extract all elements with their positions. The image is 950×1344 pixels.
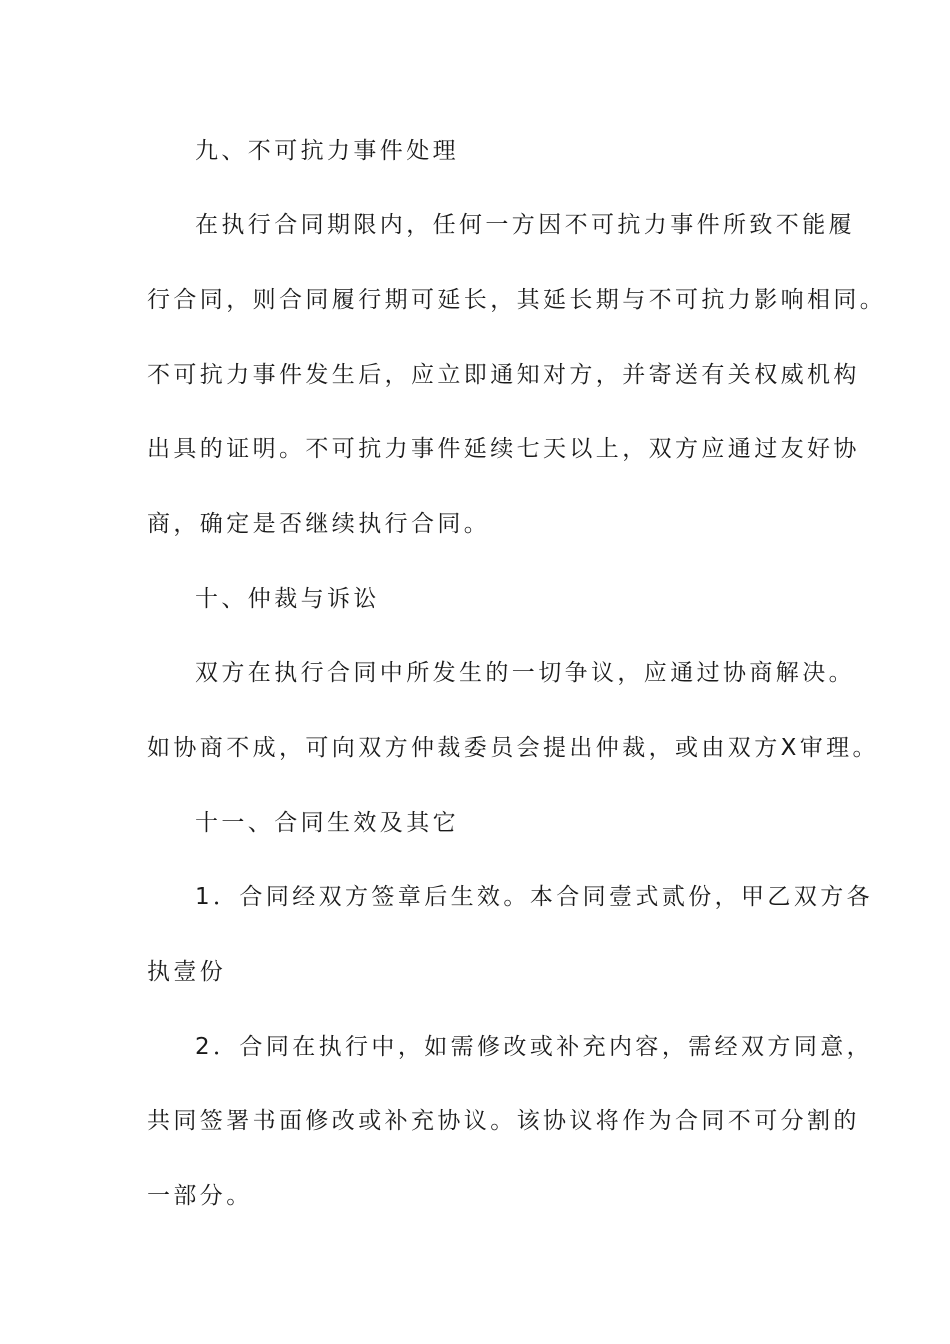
paragraph-line: 2．合同在执行中，如需修改或补充内容，需经双方同意， xyxy=(195,1034,874,1060)
paragraph-line: 出具的证明。不可抗力事件延续七天以上，双方应通过友好协 xyxy=(147,436,860,462)
section-heading-force-majeure: 九、不可抗力事件处理 xyxy=(195,138,459,164)
paragraph-line: 如协商不成，可向双方仲裁委员会提出仲裁，或由双方X审理。 xyxy=(147,735,879,761)
paragraph-line: 商，确定是否继续执行合同。 xyxy=(147,511,491,537)
paragraph-line: 行合同，则合同履行期可延长，其延长期与不可抗力影响相同。 xyxy=(147,287,887,313)
section-heading-arbitration: 十、仲裁与诉讼 xyxy=(195,586,380,612)
paragraph-line: 在执行合同期限内，任何一方因不可抗力事件所致不能履 xyxy=(195,212,855,238)
paragraph-line: 1．合同经双方签章后生效。本合同壹式贰份，甲乙双方各 xyxy=(195,884,874,910)
paragraph-line: 一部分。 xyxy=(147,1183,253,1209)
paragraph-line: 双方在执行合同中所发生的一切争议，应通过协商解决。 xyxy=(195,660,855,686)
paragraph-line: 执壹份 xyxy=(147,959,227,985)
paragraph-line: 不可抗力事件发生后，应立即通知对方，并寄送有关权威机构 xyxy=(147,362,860,388)
paragraph-line: 共同签署书面修改或补充协议。该协议将作为合同不可分割的 xyxy=(147,1108,860,1134)
section-heading-effectiveness: 十一、合同生效及其它 xyxy=(195,810,459,836)
